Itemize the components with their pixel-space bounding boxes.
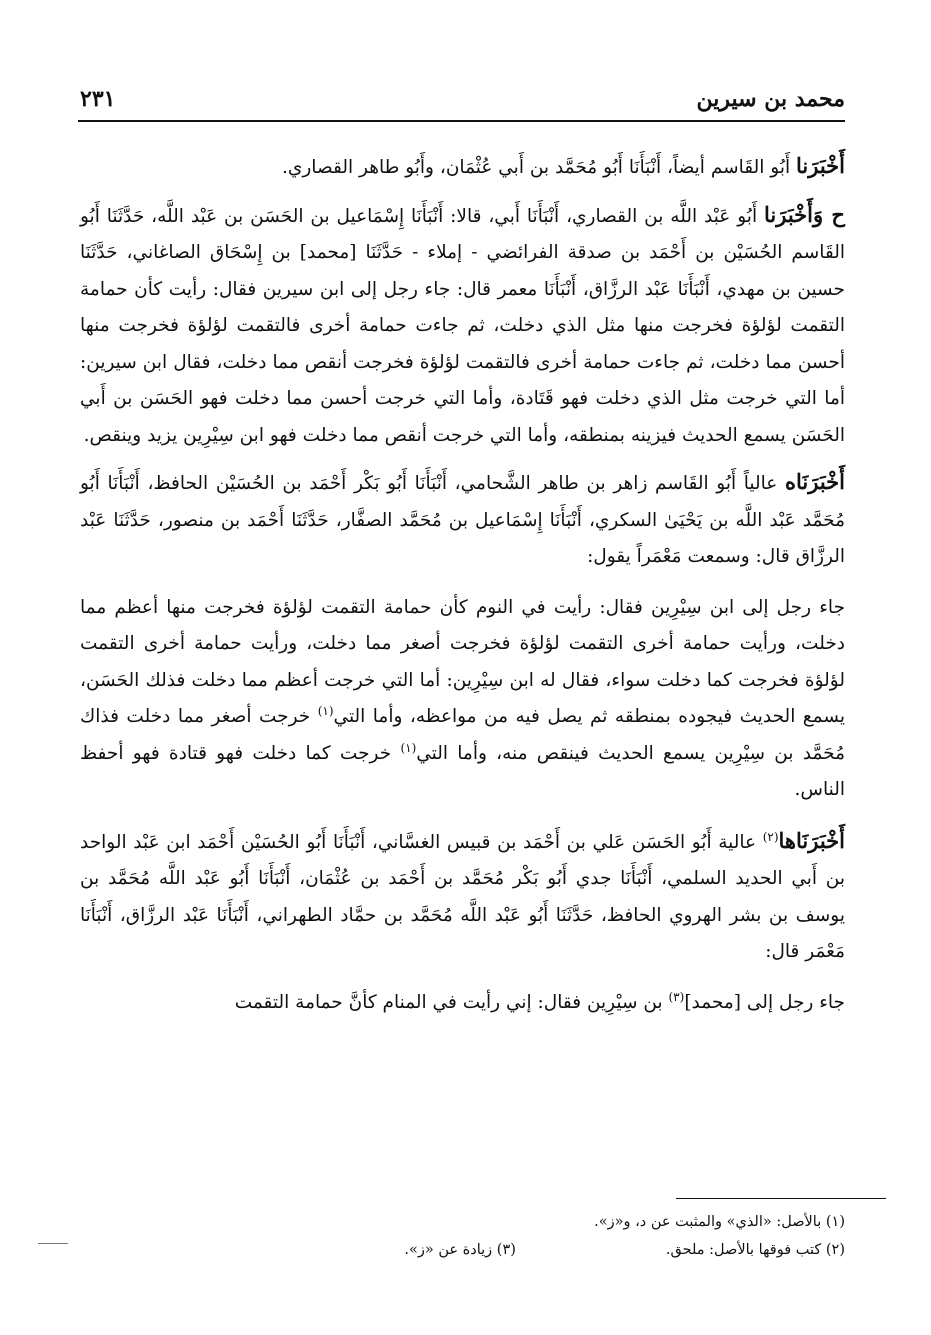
footnote-2: (٢) كتب فوقها بالأصل: ملحق. bbox=[665, 1242, 845, 1258]
running-title: محمد بن سيرين bbox=[696, 86, 845, 112]
footnote-ref: (٣) bbox=[668, 989, 685, 1004]
page-number: ٢٣١ bbox=[80, 86, 116, 112]
paragraph-4 bbox=[80, 590, 845, 809]
margin-mark bbox=[38, 1243, 68, 1244]
page-header bbox=[78, 84, 845, 122]
paragraph-text: أَبُو القَاسم أيضاً، أَنْبَأَنَا أَبُو مُحَمَّد بن أَبي عُثْمَان، وأَبُو طاهر القصاري. bbox=[282, 157, 797, 178]
paragraph-text-cont: خرجت كما دخلت فهو قتادة فهو أحفظ الناس. bbox=[80, 742, 845, 800]
footnote-ref: (١) bbox=[400, 740, 417, 755]
paragraph-text-cont: بن سِيْرِين فقال: إني رأيت في المنام كأنَّ حمامة التقمت bbox=[234, 991, 669, 1013]
isnad-lead: ح وَأَخْبَرَنا bbox=[763, 201, 845, 227]
isnad-lead: أَخْبَرَنَاه bbox=[785, 469, 845, 494]
paragraph-text: عالياً أَبُو القَاسم زاهر بن طاهر الشَّحامي، أَنْبَأَنَا أَبُو بَكْر أَحْمَد بن الحُسَيْن الحافظ، أَنْبَأَنَا أَبُو مُحَمَّد عَبْد اللَّه بن يَحْيَىٰ السكري، أَنْبَأَنَا إِسْمَاعيل بن مُحَمَّد الصفَّار، حَدَّثَنَا أَحْمَد بن منصور، حَدَّثَنَا عَبْد الرزَّاق قال: وسمعت مَعْمَراً يقول: bbox=[80, 473, 845, 567]
paragraph-6 bbox=[80, 985, 845, 1022]
paragraph-text: جاء رجل إلى ابن سِيْرِين فقال: رأيت في النوم كأن حمامة التقمت لؤلؤة فخرجت منها أعظم مما دخلت، ورأيت حمامة أخرى التقمت لؤلؤة فخرجت أصغر مما دخلت، ورأيت حمامة أخرى التقمت لؤلؤة فخرجت كما دخلت سواء، فقال له ابن سِيْرِين: أما التي خرجت أعظم مما دخلت فذلك الحَسَن، يسمع الحديث فيجوده بمنطقه ثم يصل فيه من مواعظه، وأما التي bbox=[80, 596, 846, 727]
footnote-row bbox=[80, 1236, 845, 1264]
paragraph-1 bbox=[80, 148, 845, 187]
footnote-ref: (٢) bbox=[762, 829, 779, 844]
paragraph-3 bbox=[80, 464, 845, 576]
footnote-ref: (١) bbox=[317, 703, 334, 718]
paragraph-text: جاء رجل إلى [محمد] bbox=[684, 991, 845, 1013]
isnad-lead: أَخْبَرَنَاها bbox=[778, 827, 845, 853]
main-text bbox=[80, 148, 845, 1031]
footnote-3: (٣) زيادة عن «ز». bbox=[404, 1242, 516, 1258]
paragraph-text-cont: خرجت أصغر مما دخلت فذاك مُحَمَّد بن سِيْرِين يسمع الحديث فينقص منه، وأما التي bbox=[80, 706, 846, 764]
isnad-lead: أَخْبَرَنا bbox=[796, 153, 845, 178]
paragraph-text: أَبُو عَبْد اللَّه بن القصاري، أَنْبَأَنَا أَبي، قالا: أَنْبَأَنَا إِسْمَاعيل بن الحَسَن بن عَبْد اللَّه، حَدَّثَنَا أَبُو القَاسم الحُسَيْن بن أَحْمَد بن صدقة الفرائضي - إملاء - حَدَّثَنَا [محمد] بن إِسْحَاق الصاغاني، حَدَّثَنَا حسين بن مهدي، أَنْبَأَنَا عَبْد الرزَّاق، أَنْبَأَنَا معمر قال: جاء رجل إلى ابن سيرين فقال: رأيت كأن حمامة التقمت لؤلؤة فخرجت منها مثل الذي دخلت، ثم جاءت حمامة أخرى فالتقمت لؤلؤة فخرجت منها أحسن مما دخلت، ثم جاءت حمامة أخرى فالتقمت لؤلؤة فخرجت أنقص مما دخلت، فقال ابن سيرين: أما التي خرجت مثل الذي دخلت فهو قَتَادة، وأما التي خرجت أحسن مما دخلت فهو الحَسَن بن أَبي الحَسَن يسمع الحديث فيزينه بمنطقه، وأما التي خرجت أنقص مما دخلت فهو ابن سِيْرِين يزيد وينقص. bbox=[80, 205, 845, 446]
footnote-divider bbox=[676, 1198, 886, 1199]
footnote-1: (١) بالأصل: «الذي» والمثبت عن د، و«ز». bbox=[594, 1214, 845, 1230]
paragraph-2 bbox=[80, 197, 845, 455]
paragraph-5 bbox=[80, 823, 845, 971]
paragraph-text: عالية أَبُو الحَسَن عَلي بن أَحْمَد بن قبيس الغسَّاني، أَنْبَأَنَا أَبُو الحُسَيْن أَحْمَد ابن عَبْد الواحد بن أَبي الحديد السلمي، أَنْبَأَنَا جدي أَبُو بَكْر مُحَمَّد بن أَحْمَد بن عُثْمَان، أَنْبَأَنَا أَبُو عَبْد اللَّه مُحَمَّد بن يوسف بن بشر الهروي الحافظ، حَدَّثَنَا أَبُو عَبْد اللَّه مُحَمَّد بن حمَّاد الطهراني، أَنْبَأَنَا عَبْد الرزَّاق، أَنْبَأَنَا مَعْمَر قال: bbox=[80, 831, 845, 962]
footnotes bbox=[80, 1208, 845, 1264]
